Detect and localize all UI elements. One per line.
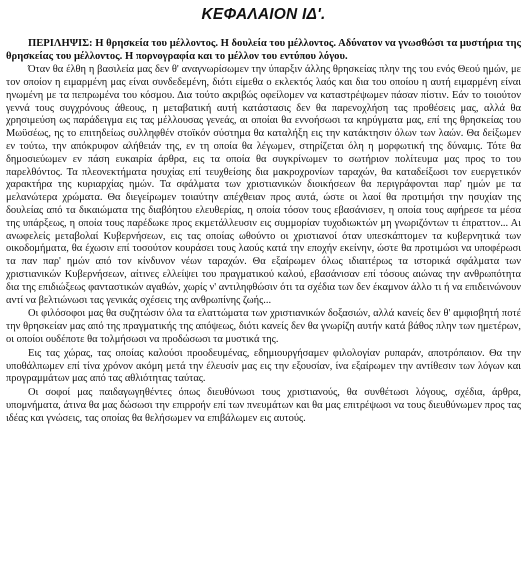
paragraph-1: Όταν θα έλθη η βασιλεία μας δεν θ' αναγνωρίσωμεν την ύπαρξιν άλλης θρησκείας πλην της του ενός Θεού ημών, με τον οποίον η ειμαρμένη μας είναι συνδεδεμένη, διότι είμεθα ο εκλεκτός λαός και δια του οποίου η αυτή ειμαρμένη είναι ηνωμένη με τα πεπρωμένα του κόσμου. Δια τούτο ακριβώς οφείλομεν να καταστρέψωμεν πάσαν πίστιν. Εάν το τοιούτον γεννά τους συγχρόνους άθεους, η μεταβατική αυτή κατάστασις δεν θα παρενοχλήση τας προθέσεις μας, αλλά θα χρησιμεύση ως παράδειγμα εις τας μέλλουσας γενεάς, αι οποίαι θα εννοήσωσι τα κηρύγματα μας, επί της θρησκείας του Μωϋσέως, ης το επιτηδείως συλληφθέν στοϊκόν σύστημα θα καταλήξη εις την κατάκτησιν όλων των λαών. Θα δείξωμεν εν τούτω, την απόκρυφον αλήθειάν της, εν τη οποία θα λέγωμεν, στηρίζεται όλη η μορφωτική της δύναμις. Τότε θα δημοσιεύωμεν εν πάση ευκαιρία άρθρα, εις τα οποία θα συγκρίνωμεν το σωτήριον πολίτευμα μας προς το του παρελθόντος. Τα πλεονεκτήματα ησυχίας επί τευχθείσης δια μακροχρονίων ταραχών, θα καταδείξωσι τον ευεργετικόν χαρακτήρα της κυριαρχίας ημών. Τα σφάλματα των χριστιανικών διοικήσεων θα περιγράφονται παρ' ημών με τα μελανώτερα χρώματα. Θα διεγείρωμεν τοιαύτην απέχθειαν προς αυτά, ώστε οι λαοί θα προτιμήσι την ησυχίαν της δουλείας από τα δικαιώματα της διαβόητου ελευθερίας, η οποία τόσον τους εβασάνισεν, η οποία τους αφήρεσε τα μέσα της υπάρξεως, η οποία τους παρέδωκε προς εκμετάλλευσιν εις συμμορίαν τυχοδιωκτών μη γνωριζόντων τι έπραττον... Αι ανωφελείς μεταβολαί Κυβερνήσεων, εις τας οποίας ωθούντο οι χριστιανοί όταν υπεσκάπτομεν τα κυβερνητικά των οικοδομήματα, θα έχωσιν επί τοσούτον κουράσει τους λαούς κατά την εποχήν εκείνην, ώστε θα προτιμώσι να υποφέρωσι τα παν παρ' ημών από τον κίνδυνον νέων ταραχών. Θα εξαίρωμεν όλως ιδιαιτέρως τα ιστορικά σφάλματα των χριστιανικών Κυβερνήσεων, αίτινες ελλείψει του πραγματικού καλού, εβασάνισαν επί τόσους αιώνας την ανθρωπότητα δια της επιδιώξεως φανταστικών αγαθών, χωρίς ν' αντιληφθώσιν ότι τα σχέδια των δεν έκαμνον άλλο τι ή να επιδεινώνουν αντί να βελτιώνωσι τας γενικάς σχέσεις της ανθρωπίνης ζωής... bbox=[6, 64, 521, 306]
chapter-summary: ΠΕΡΙΛΗΨΙΣ: Η θρησκεία του μέλλοντος. Η δουλεία του μέλλοντος. Αδύνατον να γνωσθώσι τα μυστήρια της θρησκείας του μέλλοντος. Η πορνογραφία και το μέλλον του εντύπου λόγου. bbox=[6, 38, 521, 62]
paragraph-3: Εις τας χώρας, τας οποίας καλούσι προοδευμένας, εδημιουργήσαμεν φιλολογίαν ρυπαράν, αποτρόπαιον. Θα την υποθάλπωμεν επί τίνα χρόνον ακόμη μετά την έλευσίν μας εις την εξουσίαν, ίνα εξαίρωμεν την αντίθεσιν των λόγων και προγραμμάτων μας από τας αθλιότητας ταύτας. bbox=[6, 347, 521, 385]
paragraph-4: Οι σοφοί μας παιδαγωγηθέντες όπως διευθύνωσι τους χριστιανούς, θα συνθέτωσι λόγους, σχέδια, άρθρα, υπομνήματα, άτινα θα μας δώσωσι την επιρροήν επί των πνευμάτων και θα μας επιτρέψωσι να τους διευθύνωμεν προς τας ιδέας και γνώσεις, τας οποίας θα θελήσωμεν να επιβάλωμεν εις αυτούς. bbox=[6, 387, 521, 424]
paragraph-2: Οι φιλόσοφοι μας θα συζητώσιν όλα τα ελαττώματα των χριστιανικών δοξασιών, αλλά κανείς δεν θ' αμφισβητή ποτέ την θρησκείαν μας από της πραγματικής της απόψεως, διότι κανείς δεν θα γνωρίζη αυτήν κατά βάθος πλην των ημετέρων, οι οποίοι ουδέποτε θα τολμήσωσι να προδώσωσι τα μυστικά της. bbox=[6, 308, 521, 345]
chapter-title: ΚΕΦΑΛΑΙΟΝ ΙΔ'. bbox=[201, 6, 326, 23]
